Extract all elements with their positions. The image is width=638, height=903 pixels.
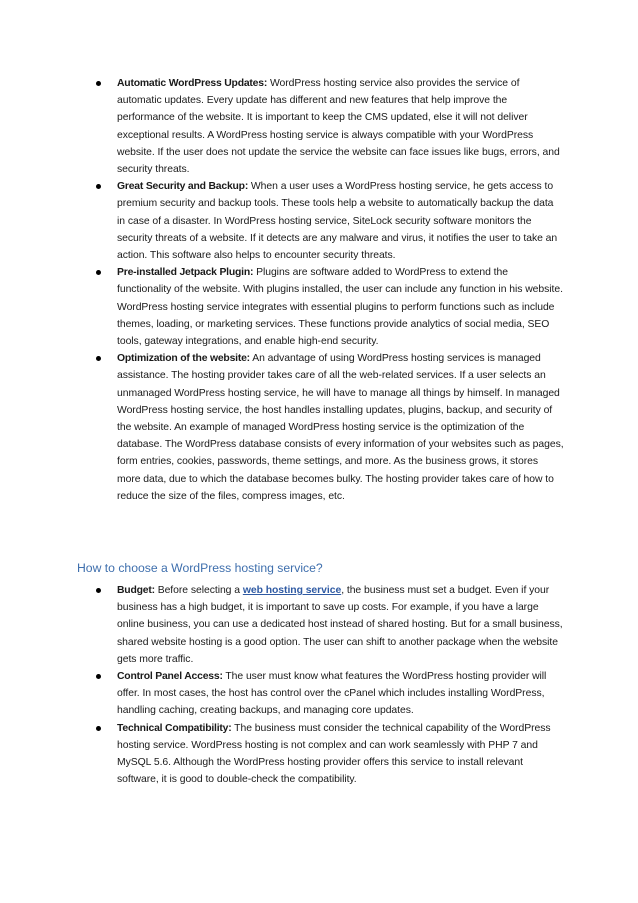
item-body: WordPress hosting service also provides the service of automatic updates. Every update has different and new features that help improve the performance of the website. It is important to keep the CMS updated, else it will not deliver exceptional results. A WordPress hosting service is always compatible with your WordPress website. If the user does not update the service the website can face issues like bugs, errors, and security threats. (117, 78, 560, 176)
paragraph (117, 350, 564, 505)
item-lead: Technical Compatibility: (117, 722, 232, 734)
bullet-icon (96, 588, 101, 593)
web-hosting-service-link[interactable]: web hosting service (242, 585, 342, 596)
paragraph (117, 720, 564, 789)
item-lead: Automatic WordPress Updates: (117, 78, 268, 89)
item-lead: Pre-installed Jetpack Plugin: (117, 267, 254, 279)
list-item-automatic-updates (0, 75, 638, 178)
item-lead: Optimization of the website: (117, 353, 250, 365)
item-body: The user must know what features the WordPress hosting provider will offer. In most cases, the host has control over the cPanel which includes installing WordPress, handling caching, creating backups, and managing core updates. (117, 671, 547, 717)
item-lead: Control Panel Access: (117, 671, 223, 683)
bullet-icon (96, 270, 101, 275)
item-body: When a user uses a WordPress hosting service, he gets access to premium security and backup tools. These tools help a website to automatically backup the data in case of a disaster. In WordPress hosting service, SiteLock security software monitors the security threats of a website. If it detects are any malware and virus, it notifies the user to take an action. This software also helps to encounter security threats. (117, 181, 558, 262)
section-heading: How to choose a WordPress hosting service? (77, 561, 323, 575)
bullet-icon (96, 356, 101, 361)
list-item-control-panel (0, 668, 638, 720)
bullet-icon (96, 726, 101, 731)
item-body: An advantage of using WordPress hosting services is managed assistance. The hosting provider takes care of all the web-related services. If a user selects an unmanaged WordPress hosting service, he will have to manage all things by himself. In managed WordPress hosting service, the host handles installing updates, plugins, backup, and security of the website. An example of managed WordPress hosting service is the optimization of the database. The WordPress database consists of every information of your websites such as pages, form entries, cookies, passwords, theme settings, and more. As the business grows, it stores more data, due to which the database becomes bulky. The hosting provider takes care of how to reduce the size of the files, compress images, etc. (117, 353, 564, 502)
paragraph (117, 582, 564, 668)
paragraph (117, 75, 564, 178)
list-item-security-backup (0, 178, 638, 264)
list-item-budget (0, 582, 638, 668)
features-list (0, 75, 638, 505)
paragraph (117, 668, 564, 720)
bullet-icon (96, 81, 101, 86)
list-item-jetpack-plugin (0, 264, 638, 350)
item-body: Plugins are software added to WordPress to extend the functionality of the website. With plugins installed, the user can include any function in his website. WordPress hosting service integrates with essential plugins to perform functions such as include themes, loading, or marketing services. These functions provide analytics of social media, SEO tools, gateway integrations, and enable high-end security. (117, 267, 563, 348)
choosing-list (0, 582, 638, 788)
bullet-icon (96, 674, 101, 679)
item-lead: Great Security and Backup: (117, 181, 249, 193)
item-body-post: , the business must set a budget. Even if your business has a high budget, it is important to save up costs. For example, if you have a large online business, you can use a dedicated host instead of shared hosting. But for a small business, shared website hosting is a good option. The user can shift to another package when the website gets more traffic. (117, 585, 563, 665)
item-body-pre: Before selecting a (154, 585, 243, 596)
list-item-optimization (0, 350, 638, 505)
bullet-icon (96, 184, 101, 189)
item-body: The business must consider the technical capability of the WordPress hosting service. WordPress hosting is not complex and can work seamlessly with PHP 7 and MySQL 5.6. Although the WordPress hosting provider offers this service to install relevant software, it is good to double-check the compatibility. (117, 722, 551, 786)
paragraph (117, 264, 564, 350)
item-lead: Budget: (117, 585, 155, 596)
paragraph (117, 178, 564, 264)
list-item-technical-compatibility (0, 720, 638, 789)
